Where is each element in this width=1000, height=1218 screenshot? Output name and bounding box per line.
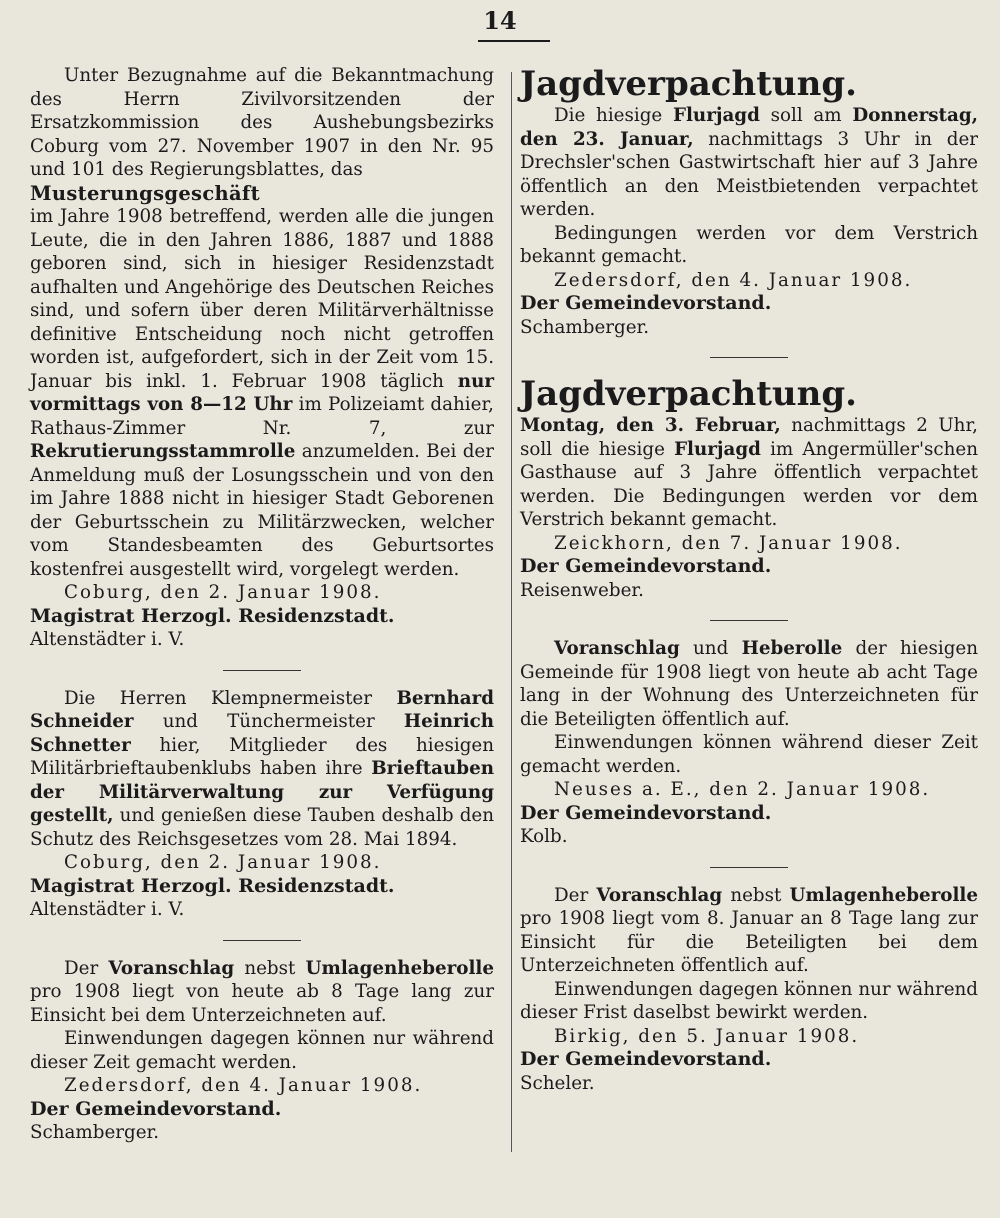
separator (710, 867, 788, 868)
notice-date: Zedersdorf, den 4. Januar 1908. (64, 1075, 423, 1096)
notice-signature-org: Magistrat Herzogl. Residenzstadt. (30, 604, 395, 627)
notice-body: Die hiesige Flurjagd soll am Donnerstag, den 23. Januar, nachmittags 3 Uhr in der Drechsler'schen Gastwirtschaft hier auf 3 Jahre öffentlich an den Meistbietenden verpachtet werden. (520, 105, 979, 220)
notice-body-2: Einwendungen können während dieser Zeit gemacht werden. (520, 732, 978, 777)
notice-signature-org: Magistrat Herzogl. Residenzstadt. (30, 874, 395, 897)
notice-date: Coburg, den 2. Januar 1908. (64, 582, 382, 603)
notice-signature-name: Scheler. (520, 1072, 595, 1094)
notice-signature-name: Schamberger. (30, 1122, 160, 1143)
notice-date: Zedersdorf, den 4. Januar 1908. (554, 269, 913, 291)
notice-brieftauben (30, 687, 494, 922)
notice-body: im Jahre 1908 betreffend, werden alle die jungen Leute, die in den Jahren 1886, 1887 und 1888 geboren sind, sich in hiesiger Residenzstadt aufhalten und Angehörige des Deutschen Reiches sind, und sofern über deren Militärverhältnisse definitive Entscheidung noch nicht getroffen worden ist, aufgefordert, sich in der Zeit vom 15. Januar bis inkl. 1. Februar 1908 täglich nur vormittags von 8—12 Uhr im Polizeiamt dahier, Rathaus-Zimmer Nr. 7, zur Rekrutierungsstammrolle anzumelden. Bei der Anmeldung muß der Losungsschein und von den im Jahre 1888 nicht in hiesiger Stadt Geborenen der Geburtsschein zu Militärzwecken, welcher vom Standesbeamten des Geburtsortes kostenfrei ausgestellt wird, vorgelegt werden. (30, 206, 494, 580)
notice-signature-name: Schamberger. (520, 316, 650, 338)
notice-date: Neuses a. E., den 2. Januar 1908. (554, 779, 931, 800)
notice-signature-org: Der Gemeindevorstand. (520, 1048, 772, 1070)
notice-date: Zeickhorn, den 7. Januar 1908. (554, 532, 903, 554)
notice-voranschlag-neuses (520, 637, 978, 849)
notice-signature-name: Altenstädter i. V. (30, 629, 185, 650)
notice-musterung (30, 64, 494, 652)
notice-heading: Jagdverpachtung. (520, 64, 857, 104)
notice-heading: Jagdverpachtung. (520, 374, 857, 414)
notice-body-2: Einwendungen dagegen können nur während dieser Frist daselbst bewirkt werden. (520, 978, 978, 1023)
notice-body: Der Voranschlag nebst Umlagenheberolle pro 1908 liegt von heute ab 8 Tage lang zur Einsicht bei dem Unterzeichneten auf. (30, 957, 494, 1026)
notice-date: Birkig, den 5. Januar 1908. (554, 1025, 860, 1047)
separator (710, 620, 788, 621)
notice-body: Voranschlag und Heberolle der hiesigen Gemeinde für 1908 liegt von heute ab acht Tage lang in der Wohnung des Unterzeichneten für die Beteiligten öffentlich auf. (520, 638, 978, 730)
notice-body: Die Herren Klempnermeister Bernhard Schneider und Tünchermeister Heinrich Schnetter hier, Mitglieder des hiesigen Militärbrieftaubenklubs haben ihre Brieftauben der Militärverwaltung zur Verfügung gestellt, und genießen diese Tauben deshalb den Schutz des Reichsgesetzes vom 28. Mai 1894. (30, 687, 494, 850)
separator (710, 357, 788, 358)
page-number: 14 (483, 6, 517, 35)
notice-intro: Unter Bezugnahme auf die Bekanntmachung des Herrn Zivilvorsitzenden der Ersatzkommission des Aushebungsbezirks Coburg vom 27. November 1907 in den Nr. 95 und 101 des Regierungsblattes, das (30, 65, 494, 180)
separator (223, 670, 301, 671)
notice-signature-name: Kolb. (520, 826, 568, 847)
notice-jagd-zeickhorn (520, 374, 978, 602)
notice-signature-name: Reisenweber. (520, 579, 644, 601)
notice-body-2: Einwendungen dagegen können nur während dieser Zeit gemacht werden. (30, 1028, 494, 1073)
notice-body: Der Voranschlag nebst Umlagenheberolle pro 1908 liegt vom 8. Januar an 8 Tage lang zur Einsicht für die Beteiligten bei dem Unterzeichneten öffentlich auf. (520, 884, 978, 976)
right-column (520, 64, 978, 1095)
notice-signature-name: Altenstädter i. V. (30, 899, 185, 920)
notice-voranschlag-birkig (520, 884, 978, 1096)
notice-signature-org: Der Gemeindevorstand. (520, 292, 772, 314)
notice-body: Montag, den 3. Februar, nachmittags 2 Uhr, soll die hiesige Flurjagd im Angermüller'schen Gasthause auf 3 Jahre öffentlich verpachtet werden. Die Bedingungen werden vor dem Verstrich bekannt gemacht. (520, 415, 979, 530)
notice-heading: Musterungsgeschäft (30, 181, 260, 205)
notice-signature-org: Der Gemeindevorstand. (520, 555, 772, 577)
column-divider (511, 72, 512, 1152)
notice-body-2: Bedingungen werden vor dem Verstrich bekannt gemacht. (520, 222, 978, 267)
notice-date: Coburg, den 2. Januar 1908. (64, 852, 382, 873)
notice-signature-org: Der Gemeindevorstand. (520, 801, 772, 824)
notice-jagd-zedersdorf (520, 64, 978, 339)
notice-voranschlag-zedersdorf (30, 957, 494, 1145)
separator (223, 940, 301, 941)
notice-signature-org: Der Gemeindevorstand. (30, 1097, 282, 1120)
left-column (30, 64, 494, 1145)
header-rule (478, 40, 550, 42)
